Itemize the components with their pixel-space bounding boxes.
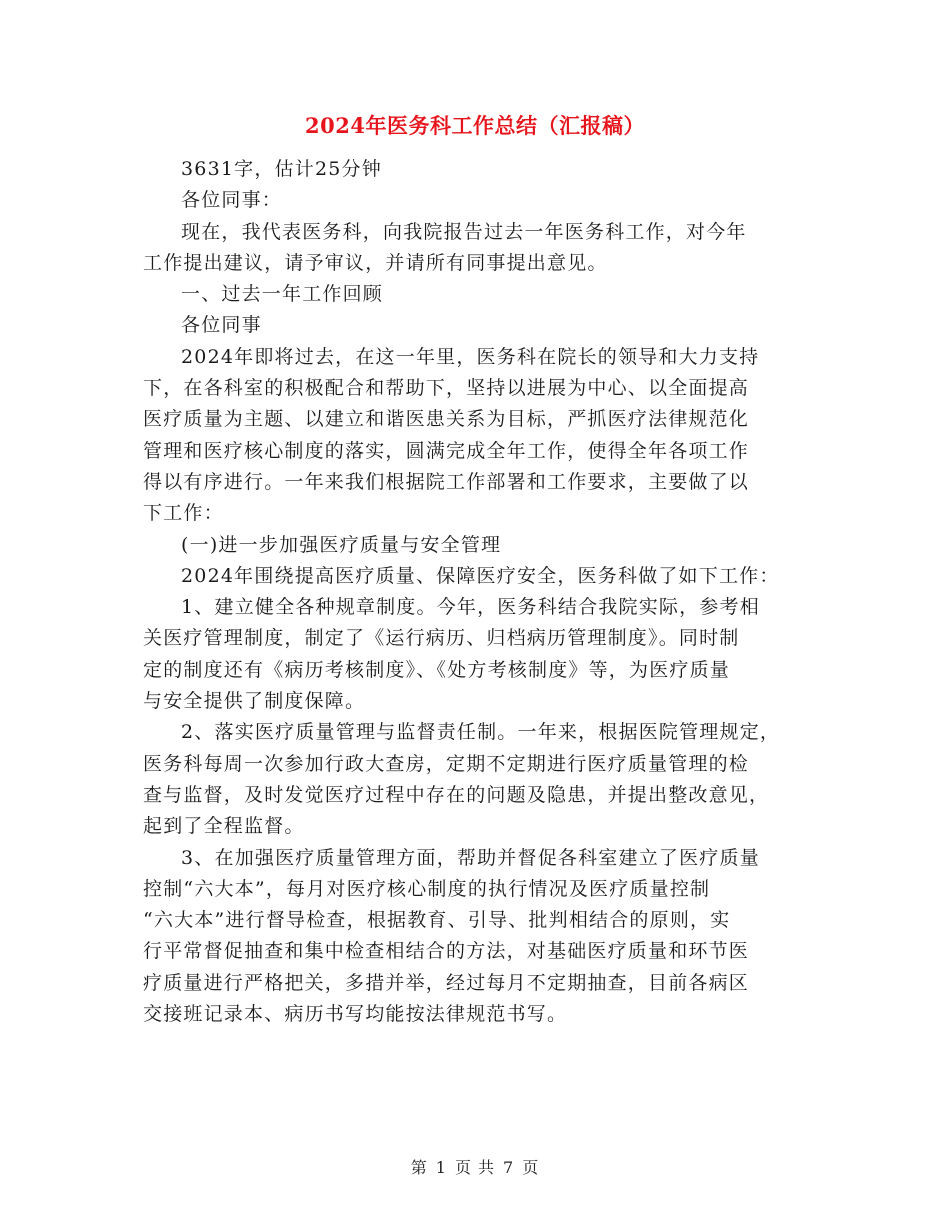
footer-prefix: 第 [410,1158,428,1177]
text-line: “六大本”进行督导检查，根据教育、引导、批判相结合的原则，实 [143,909,731,932]
page-total: 7 [503,1158,515,1177]
text-line: 行平常督促抽查和集中检查相结合的方法，对基础医疗质量和环节医 [143,940,750,963]
text-line: 2、落实医疗质量管理与监督责任制。一年来，根据医院管理规定， [181,721,781,744]
paragraph-overview [143,342,823,530]
text-line: 管理和医疗核心制度的落实，圆满完成全年工作，使得全年各项工作 [143,439,750,462]
text-line: 3631字，估计25分钟 [181,158,382,180]
text-line: 各位同事 [181,314,262,337]
text-line: 控制“六大本”，每月对医疗核心制度的执行情况及医疗质量控制 [143,877,711,900]
page-number: 1 [435,1158,447,1177]
salutation [143,185,823,216]
section-heading [143,279,823,310]
paragraph-item-1 [143,592,823,717]
text-line: 定的制度还有《病历考核制度》、《处方考核制度》等，为医疗质量 [143,658,731,681]
salutation-2 [143,310,823,341]
document-title: 2024年医务科工作总结（汇报稿） [305,113,645,138]
text-line: 工作提出建议，请予审议，并请所有同事提出意见。 [143,251,608,274]
paragraph-summary [143,561,823,592]
text-line: 疗质量进行严格把关，多措并举，经过每月不定期抽查，目前各病区 [143,971,750,994]
text-line: 各位同事： [181,189,283,212]
text-line: 3、在加强医疗质量管理方面，帮助并督促各科室建立了医疗质量 [181,846,760,869]
subsection-heading [143,530,823,561]
text-line: 一、过去一年工作回顾 [181,283,384,306]
footer-suffix: 页 [522,1158,540,1177]
footer-middle: 页 共 [454,1158,496,1177]
text-line: 1、建立健全各种规章制度。今年，医务科结合我院实际，参考相 [181,596,760,619]
document-body [143,154,823,1030]
text-line: 现在，我代表医务科，向我院报告过去一年医务科工作，对今年 [181,220,747,243]
paragraph-item-3 [143,843,823,1031]
text-line: (一)进一步加强医疗质量与安全管理 [181,533,502,556]
text-line: 下工作： [143,502,224,525]
text-line: 关医疗管理制度，制定了《运行病历、归档病历管理制度》。同时制 [143,627,740,650]
text-line: 医疗质量为主题、以建立和谐医患关系为目标，严抓医疗法律规范化 [143,408,750,431]
text-line: 2024年围绕提高医疗质量、保障医疗安全，医务科做了如下工作： [181,564,780,587]
word-count-line [143,154,823,185]
text-line: 交接班记录本、病历书写均能按法律规范书写。 [143,1003,568,1026]
text-line: 2024年即将过去，在这一年里，医务科在院长的领导和大力支持 [181,345,760,368]
text-line: 查与监督，及时发觉医疗过程中存在的问题及隐患，并提出整改意见， [143,783,770,806]
text-line: 与安全提供了制度保障。 [143,690,366,713]
paragraph-intro [143,217,823,280]
text-line: 下，在各科室的积极配合和帮助下，坚持以进展为中心、以全面提高 [143,377,750,400]
text-line: 得以有序进行。一年来我们根据院工作部署和工作要求，主要做了以 [143,470,750,493]
text-line: 起到了全程监督。 [143,815,305,838]
paragraph-item-2 [143,717,823,842]
page-footer [0,1155,950,1178]
text-line: 医务科每周一次参加行政大查房，定期不定期进行医疗质量管理的检 [143,752,750,775]
